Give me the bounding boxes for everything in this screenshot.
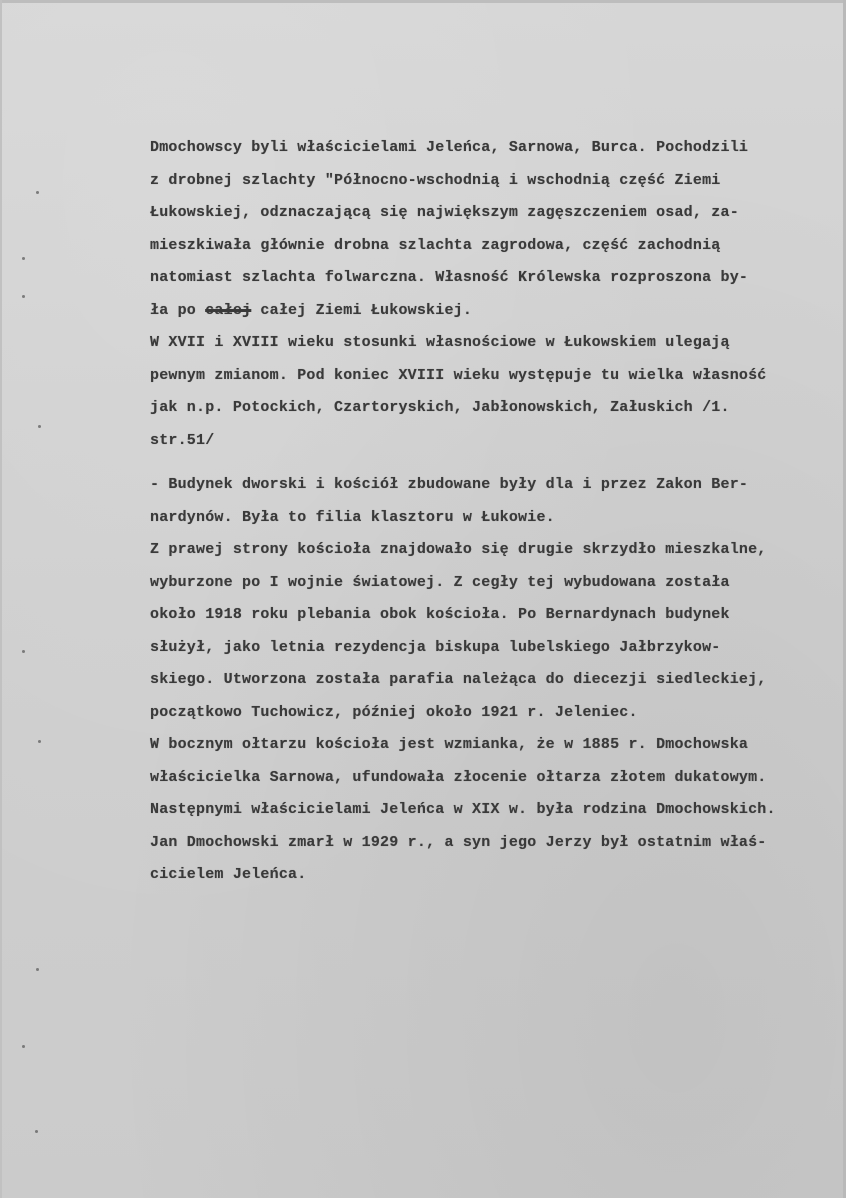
text-line: - Budynek dworski i kościół zbudowane były dla i przez Zakon Ber- <box>150 476 749 493</box>
margin-speck <box>36 191 39 194</box>
text-line <box>150 295 840 328</box>
margin-speck <box>35 1130 38 1133</box>
margin-speck <box>22 295 25 298</box>
text-line: Z prawej strony kościoła znajdowało się drugie skrzydło mieszkalne, <box>150 541 767 558</box>
text-line: W bocznym ołtarzu kościoła jest wzmianka, że w 1885 r. Dmochowska <box>150 736 749 753</box>
margin-speck <box>22 1045 25 1048</box>
text-line: Następnymi właścicielami Jeleńca w XIX w. była rodzina Dmochowskich. <box>150 801 776 818</box>
text-line: około 1918 roku plebania obok kościoła. Po Bernardynach budynek <box>150 606 730 623</box>
paper-left-edge <box>0 0 2 1198</box>
margin-speck <box>38 740 41 743</box>
margin-speck <box>36 968 39 971</box>
margin-speck <box>22 257 25 260</box>
text-line: mieszkiwała głównie drobna szlachta zagrodowa, część zachodnią <box>150 236 721 254</box>
text-line: wyburzone po I wojnie światowej. Z cegły tej wybudowana została <box>150 573 730 591</box>
text-line: właścicielka Sarnowa, ufundowała złocenie ołtarza złotem dukatowym. <box>150 768 767 786</box>
text-line: skiego. Utworzona została parafia należąca do diecezji siedleckiej, <box>150 671 767 688</box>
text-line: pewnym zmianom. Pod koniec XVIII wieku występuje tu wielka własność <box>150 366 767 384</box>
text-line: początkowo Tuchowicz, później około 1921 r. Jeleniec. <box>150 703 638 721</box>
paragraph-gap <box>150 457 840 469</box>
text-line: W XVII i XVIII wieku stosunki własnościowe w Łukowskiem ulegają <box>150 334 730 351</box>
text-line: natomiast szlachta folwarczna. Własność Królewska rozproszona by- <box>150 269 749 286</box>
typewritten-text <box>150 132 840 892</box>
text-line: z drobnej szlachty "Północno-wschodnią i wschodnią część Ziemi <box>150 171 721 189</box>
text-line: str.51/ <box>150 431 215 449</box>
margin-speck <box>22 650 25 653</box>
text-line: służył, jako letnia rezydencja biskupa lubelskiego Jałbrzykow- <box>150 638 721 656</box>
struck-word: całej <box>205 301 252 319</box>
text-line: nardynów. Była to filia klasztoru w Łukowie. <box>150 508 555 526</box>
paper-top-edge <box>0 0 846 3</box>
text-line: Jan Dmochowski zmarł w 1929 r., a syn jego Jerzy był ostatnim właś- <box>150 833 767 851</box>
margin-speck <box>38 425 41 428</box>
text-fragment: ła po <box>150 301 206 319</box>
text-line: cicielem Jeleńca. <box>150 866 307 883</box>
text-line: jak n.p. Potockich, Czartoryskich, Jabłonowskich, Załuskich /1. <box>150 399 730 416</box>
text-line: Łukowskiej, odznaczającą się największym zagęszczeniem osad, za- <box>150 204 739 221</box>
text-fragment: całej Ziemi Łukowskiej. <box>251 301 473 319</box>
text-line: Dmochowscy byli właścicielami Jeleńca, Sarnowa, Burca. Pochodzili <box>150 139 749 156</box>
